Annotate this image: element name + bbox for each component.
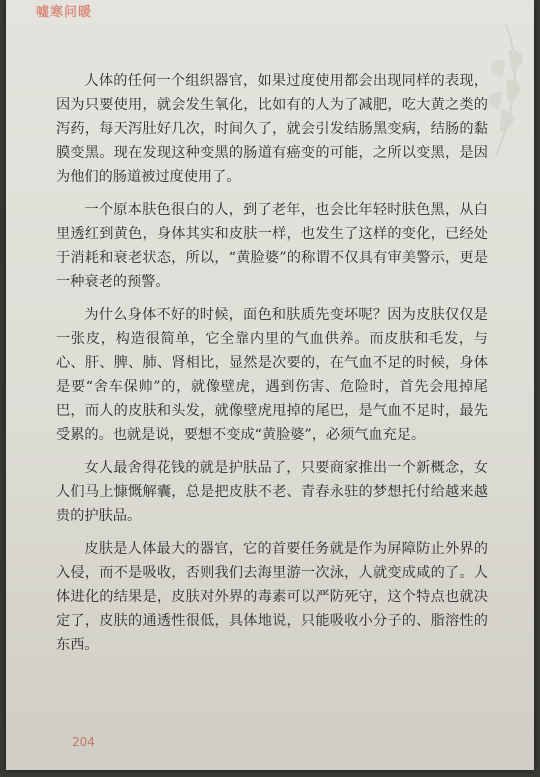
- running-header: 嘘寒问暖: [36, 5, 93, 20]
- paragraph: 一个原本肤色很白的人，到了老年，也会比年轻时肤色黑，从白里透红到黄色，身体其实和皮肤一样，也发生了这样的变化，已经处于消耗和衰老状态，所以，“黄脸婆”的称谓不仅具有审美警示，更是一种衰老的预警。: [56, 202, 488, 290]
- body-text: [56, 69, 488, 666]
- book-page: [6, 0, 534, 770]
- paragraph: 为什么身体不好的时候，面色和肤质先变坏呢？因为皮肤仅仅是一张皮，构造很简单，它全靠内里的气血供养。而皮肤和毛发，与心、肝、脾、肺、肾相比，显然是次要的，在气血不足的时候，身体是要“舍车保帅”的，就像壁虎，遇到伤害、危险时，首先会甩掉尾巴，而人的皮肤和头发，就像壁虎甩掉的尾巴，是气血不足时，最先受累的。也就是说，要想不变成“黄脸婆”，必须气血充足。: [56, 307, 488, 443]
- paragraph: 女人最舍得花钱的就是护肤品了，只要商家推出一个新概念，女人们马上慷慨解囊，总是把皮肤不老、青春永驻的梦想托付给越来越贵的护肤品。: [56, 460, 488, 524]
- page-number: 204: [72, 735, 95, 749]
- paragraph: 皮肤是人体最大的器官，它的首要任务就是作为屏障防止外界的入侵，而不是吸收，否则我们去海里游一次泳，人就变成咸的了。人体进化的结果是，皮肤对外界的毒素可以严防死守，这个特点也就决定了，皮肤的通透性很低，具体地说，只能吸收小分子的、脂溶性的东西。: [56, 541, 488, 653]
- paragraph: 人体的任何一个组织器官，如果过度使用都会出现同样的表现，因为只要使用，就会发生氧化，比如有的人为了减肥，吃大黄之类的泻药，每天泻肚好几次，时间久了，就会引发结肠黑变病，结肠的黏膜变黑。现在发现这种变黑的肠道有癌变的可能，之所以变黑，是因为他们的肠道被过度使用了。: [56, 73, 488, 185]
